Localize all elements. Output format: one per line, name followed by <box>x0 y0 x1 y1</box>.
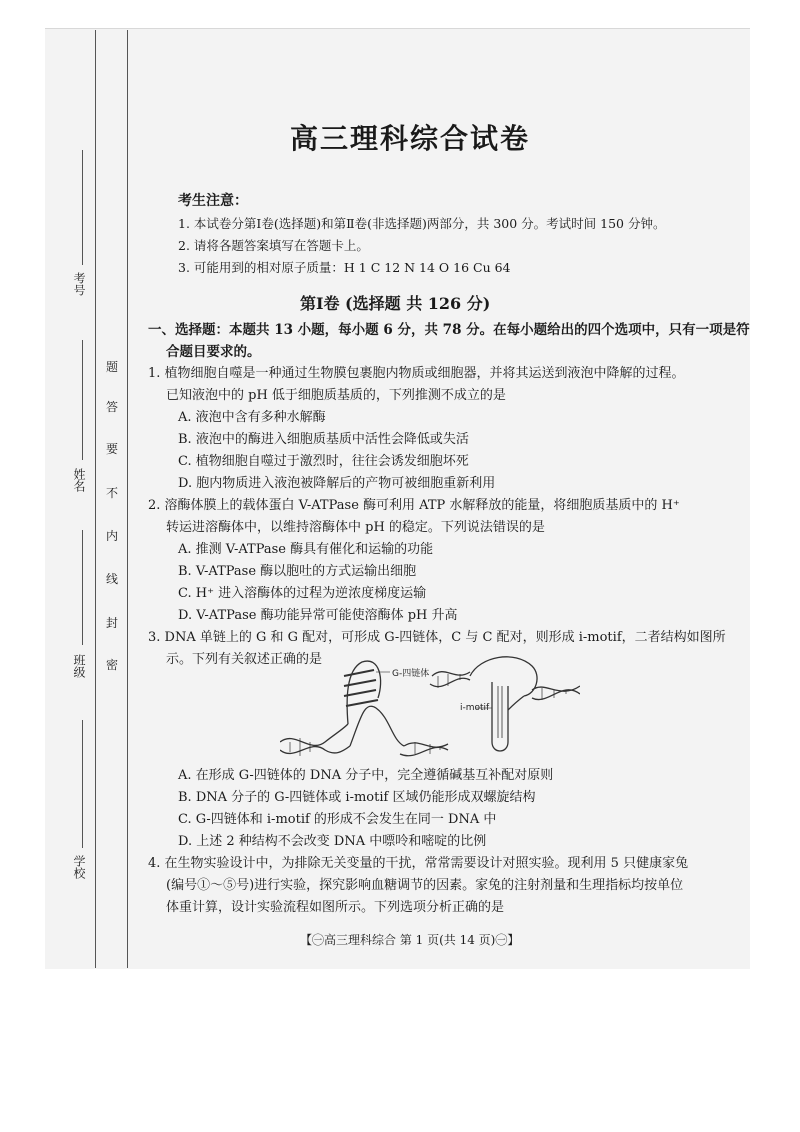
notice-heading: 考生注意： <box>178 193 248 209</box>
question-stem: 示。下列有关叙述正确的是 <box>166 652 323 667</box>
notice-item: 3. 可能用到的相对原子质量：H 1 C 12 N 14 O 16 Cu 64 <box>178 260 511 275</box>
question-stem: 已知液泡中的 pH 低于细胞质基质的，下列推测不成立的是 <box>166 388 506 403</box>
question-option: A. 液泡中含有多种水解酶 <box>178 410 326 425</box>
question-stem: 体重计算，设计实验流程如图所示。下列选项分析正确的是 <box>166 900 505 915</box>
figure-label-i-motif: i-motif <box>460 703 490 713</box>
figure-label-g-quadruplex: G-四链体 <box>392 669 430 679</box>
section-heading-cont: 合题目要求的。 <box>166 344 261 360</box>
fill-line-school <box>82 720 83 848</box>
notice-item: 1. 本试卷分第Ⅰ卷(选择题)和第Ⅱ卷(非选择题)两部分，共 300 分。考试时间 150 分钟。 <box>178 216 666 231</box>
question-option: C. 植物细胞自噬过于激烈时，往往会诱发细胞坏死 <box>178 454 469 469</box>
seal-char: 封 <box>105 616 118 630</box>
question-option: D. V-ATPase 酶功能异常可能使溶酶体 pH 升高 <box>178 608 458 623</box>
seal-char: 密 <box>105 658 118 672</box>
question-option: B. V-ATPase 酶以胞吐的方式运输出细胞 <box>178 564 417 579</box>
seal-char: 题 <box>105 360 118 374</box>
question-option: D. 上述 2 种结构不会改变 DNA 中嘌呤和嘧啶的比例 <box>178 834 487 849</box>
section-heading: 一、选择题：本题共 13 小题，每小题 6 分，共 78 分。在每小题给出的四个选项中，只有一项是符 <box>148 322 750 338</box>
seal-char: 内 <box>105 529 118 543</box>
label-name: 姓名 <box>72 468 86 492</box>
seal-char: 答 <box>105 400 118 414</box>
label-exam-number: 考号 <box>72 272 86 296</box>
question-stem: (编号①～⑤号)进行实验，探究影响血糖调节的因素。家兔的注射剂量和生理指标均按单位 <box>166 878 684 893</box>
question-stem: 转运进溶酶体中，以维持溶酶体中 pH 的稳定。下列说法错误的是 <box>166 520 545 535</box>
volume-title: 第Ⅰ卷 (选择题 共 126 分) <box>300 294 491 313</box>
label-school: 学校 <box>72 855 86 879</box>
question-stem: 4. 在生物实验设计中，为排除无关变量的干扰，常常需要设计对照实验。现利用 5 只健康家兔 <box>148 856 689 871</box>
question-stem: 1. 植物细胞自噬是一种通过生物膜包裹胞内物质或细胞器，并将其运送到液泡中降解的过程。 <box>148 366 685 381</box>
label-class: 班级 <box>72 654 86 678</box>
notice-item: 2. 请将各题答案填写在答题卡上。 <box>178 238 369 253</box>
page-footer: 【㊀高三理科综合 第 1 页(共 14 页)㊀】 <box>300 933 520 947</box>
question-option: C. H⁺ 进入溶酶体的过程为逆浓度梯度运输 <box>178 586 427 601</box>
margin-line <box>95 30 96 968</box>
question-option: A. 推测 V-ATPase 酶具有催化和运输的功能 <box>178 542 434 557</box>
dna-structure-figure <box>280 650 580 762</box>
question-stem: 2. 溶酶体膜上的载体蛋白 V-ATPase 酶可利用 ATP 水解释放的能量，将细胞质基质中的 H⁺ <box>148 498 680 513</box>
fill-line-exam-number <box>82 150 83 265</box>
question-stem: 3. DNA 单链上的 G 和 G 配对，可形成 G-四链体，C 与 C 配对，则形成 i-motif，二者结构如图所 <box>148 630 726 645</box>
question-option: D. 胞内物质进入液泡被降解后的产物可被细胞重新利用 <box>178 476 496 491</box>
fill-line-class <box>82 530 83 645</box>
question-option: B. 液泡中的酶进入细胞质基质中活性会降低或失活 <box>178 432 469 447</box>
question-option: A. 在形成 G-四链体的 DNA 分子中，完全遵循碱基互补配对原则 <box>178 768 554 783</box>
margin-line <box>127 30 128 968</box>
question-option: C. G-四链体和 i-motif 的形成不会发生在同一 DNA 中 <box>178 812 497 827</box>
seal-char: 不 <box>105 486 118 500</box>
seal-char: 线 <box>105 572 118 586</box>
fill-line-name <box>82 340 83 460</box>
question-option: B. DNA 分子的 G-四链体或 i-motif 区域仍能形成双螺旋结构 <box>178 790 536 805</box>
page-title: 高三理科综合试卷 <box>289 122 530 155</box>
seal-char: 要 <box>105 442 118 456</box>
